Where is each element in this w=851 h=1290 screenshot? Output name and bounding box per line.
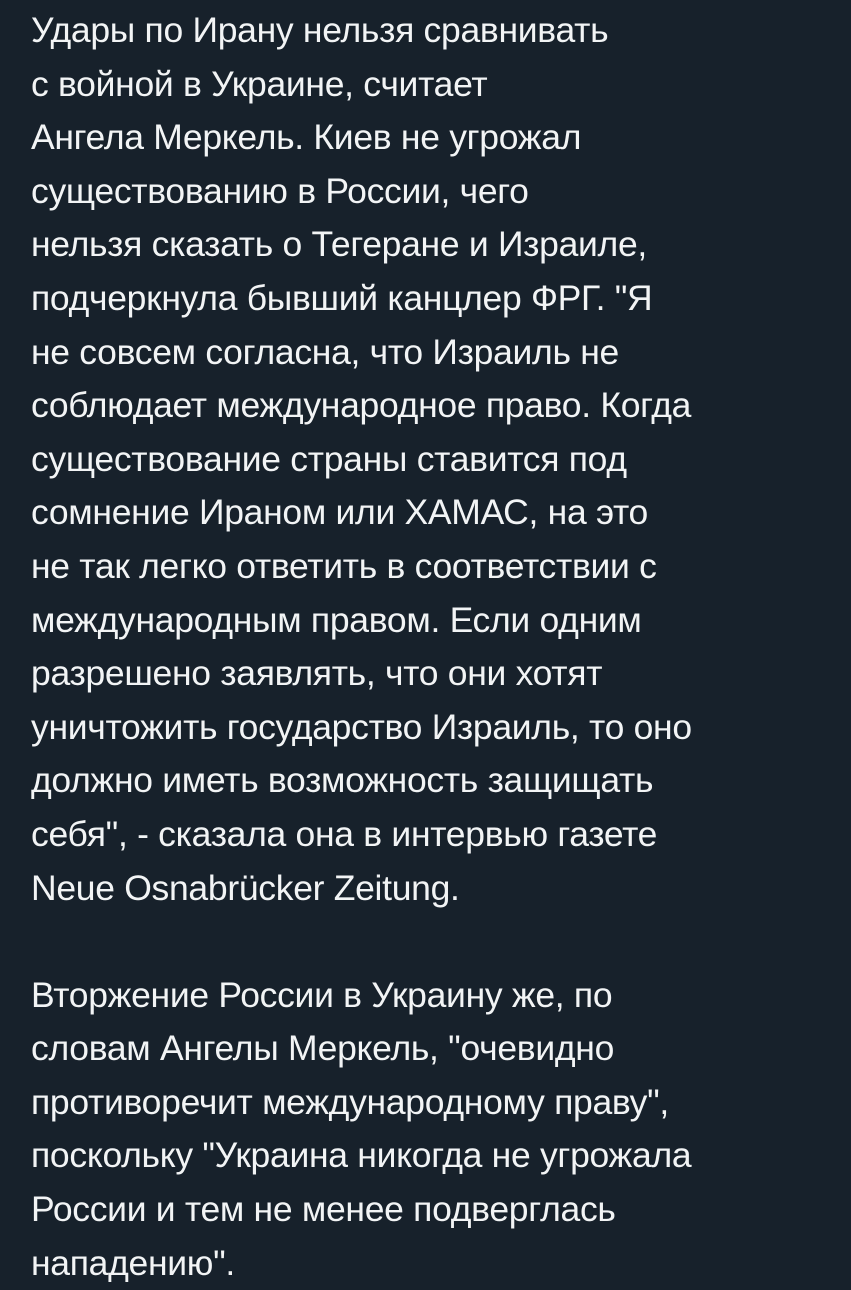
message-line: соблюдает международное право. Когда xyxy=(31,385,692,426)
message-line: нельзя сказать о Тегеране и Израиле, xyxy=(31,224,647,265)
message-line: подчеркнула бывший канцлер ФРГ. "Я xyxy=(31,277,653,318)
message-line: существованию в России, чего xyxy=(31,170,529,211)
message-line: поскольку "Украина никогда не угрожала xyxy=(31,1135,692,1176)
message-line: уничтожить государство Израиль, то оно xyxy=(31,706,692,747)
message-line: нападению". xyxy=(31,1242,235,1283)
message-line: существование страны ставится под xyxy=(31,438,627,479)
message-line: сомнение Ираном или ХАМАС, на это xyxy=(31,492,648,533)
message-line: разрешено заявлять, что они хотят xyxy=(31,653,603,694)
message-paragraph-1 xyxy=(31,4,821,915)
paragraph-spacer xyxy=(31,915,821,969)
message-line: словам Ангелы Меркель, "очевидно xyxy=(31,1028,615,1069)
message-line: Neue Osnabrücker Zeitung. xyxy=(31,867,460,908)
message-paragraph-2 xyxy=(31,969,821,1290)
message-line: с войной в Украине, считает xyxy=(31,63,488,104)
message-line: Удары по Ирану нельзя сравнивать xyxy=(31,10,609,50)
message-line: противоречит международному праву", xyxy=(31,1081,669,1122)
message-line: должно иметь возможность защищать xyxy=(31,760,654,801)
message-line: Ангела Меркель. Киев не угрожал xyxy=(31,117,582,158)
message-line: не совсем согласна, что Израиль не xyxy=(31,331,619,372)
message-line: не так легко ответить в соответствии с xyxy=(31,545,657,586)
message-line: международным правом. Если одним xyxy=(31,599,642,640)
message-line: Вторжение России в Украину же, по xyxy=(31,974,613,1015)
message-line: себя", - сказала она в интервью газете xyxy=(31,813,658,854)
message-line: России и тем не менее подверглась xyxy=(31,1189,616,1230)
